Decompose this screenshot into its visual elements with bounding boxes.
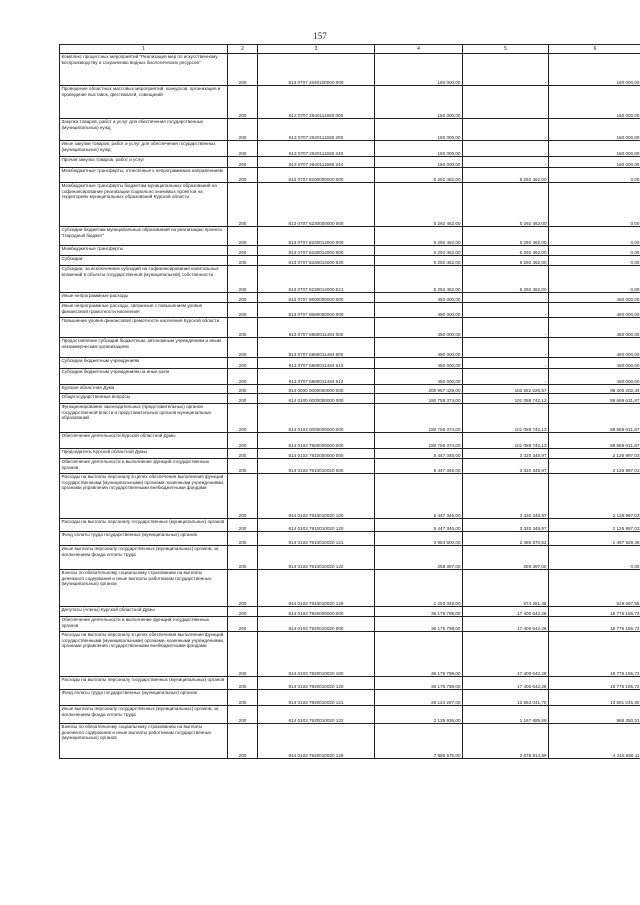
row-approved-amount: 5 292 462,00 [375, 183, 463, 227]
row-name: Расходы на выплаты персоналу в целях обеспечения выполнения функций государственными (муниципальными) органами, казенными учреждениями, органами управления государственными внебюджетными фондами [60, 632, 228, 677]
row-budget-code: 813 0707 8600000000 000 [258, 293, 375, 303]
row-name: Депутаты (члены) Курской областной Думы [60, 607, 228, 617]
row-executed-amount: 17 400 642,28 [463, 632, 549, 677]
table-row [60, 404, 640, 433]
row-admin-code: 200 [228, 157, 258, 168]
row-remaining-amount: 450 000,00 [549, 358, 640, 369]
row-remaining-amount: 1 497 929,48 [549, 532, 640, 546]
row-approved-amount: 1 203 349,00 [375, 570, 463, 607]
table-row [60, 318, 640, 338]
row-admin-code: 200 [228, 369, 258, 385]
row-executed-amount: 5 292 462,00 [463, 227, 549, 246]
row-executed-amount: 102 552 226,57 [463, 385, 549, 394]
row-approved-amount: 160 000,00 [375, 141, 463, 157]
row-admin-code: 200 [228, 607, 258, 617]
row-admin-code: 200 [228, 570, 258, 607]
row-admin-code: 200 [228, 246, 258, 256]
row-budget-code: 814 0103 7920010020 121 [258, 690, 375, 706]
table-row [60, 256, 640, 266]
column-number: 5 [463, 45, 549, 54]
row-approved-amount: 160 000,00 [375, 86, 463, 119]
row-remaining-amount: 89 669 631,87 [549, 433, 640, 449]
row-name: Прочая закупка товаров, работ и услуг [60, 157, 228, 168]
row-name: Расходы на выплаты персоналу государственных (муниципальных) органов [60, 519, 228, 532]
table-row [60, 157, 640, 168]
row-admin-code: 200 [228, 385, 258, 394]
table-row [60, 394, 640, 404]
row-approved-amount: 5 447 346,00 [375, 459, 463, 474]
row-budget-code: 814 0100 0000000000 000 [258, 394, 375, 404]
row-approved-amount: 36 175 798,00 [375, 632, 463, 677]
row-name: Субсидии бюджетным учреждениям на иные цели [60, 369, 228, 385]
row-admin-code: 200 [228, 54, 258, 86]
row-admin-code: 200 [228, 338, 258, 358]
row-admin-code: 200 [228, 519, 258, 532]
row-approved-amount: 5 292 462,00 [375, 246, 463, 256]
table-row [60, 385, 640, 394]
table-row [60, 227, 640, 246]
table-row [60, 724, 640, 759]
row-admin-code: 200 [228, 318, 258, 338]
row-approved-amount: 36 175 798,00 [375, 677, 463, 690]
row-approved-amount: 5 447 346,00 [375, 449, 463, 459]
table-row [60, 706, 640, 724]
row-budget-code: 814 0103 7920010020 100 [258, 632, 375, 677]
row-remaining-amount: 160 000,00 [549, 141, 640, 157]
table-row [60, 266, 640, 293]
row-name: Общегосударственные вопросы [60, 394, 228, 404]
row-executed-amount: 17 400 642,28 [463, 607, 549, 617]
table-row [60, 459, 640, 474]
table-row [60, 54, 640, 86]
row-remaining-amount: 0,00 [549, 266, 640, 293]
row-name: Председатель Курской областной Думы [60, 449, 228, 459]
row-executed-amount: 5 292 462,00 [463, 266, 549, 293]
table-row [60, 433, 640, 449]
row-remaining-amount: 4 215 660,11 [549, 724, 640, 759]
row-approved-amount: 200 957 429,00 [375, 385, 463, 394]
row-name: Проведение областных массовых мероприятий, конкурсов, организация и проведение выставок, фестивалей, совещаний [60, 86, 228, 119]
row-admin-code: 200 [228, 227, 258, 246]
row-approved-amount: 5 292 462,00 [375, 256, 463, 266]
row-approved-amount: 190 758 374,00 [375, 404, 463, 433]
row-remaining-amount: 89 669 631,87 [549, 404, 640, 433]
row-approved-amount: 450 000,00 [375, 338, 463, 358]
row-budget-code: 814 0103 7910010020 121 [258, 532, 375, 546]
table-row [60, 607, 640, 617]
row-approved-amount: 7 895 575,00 [375, 724, 463, 759]
table-row [60, 690, 640, 706]
row-budget-code: 814 0103 7920010020 000 [258, 617, 375, 632]
row-name: Межбюджетные трансферты бюджетам муниципальных образований на софинансирование реализации социально значимых проектов на территориях муниципальных образований Курской области [60, 183, 228, 227]
row-budget-code: 813 0707 8230014000 520 [258, 256, 375, 266]
row-budget-code: 814 0103 7920010020 120 [258, 677, 375, 690]
row-budget-code: 813 0707 8200000000 000 [258, 168, 375, 183]
row-executed-amount: 17 400 642,28 [463, 677, 549, 690]
row-name: Курская областная Дума [60, 385, 228, 394]
row-budget-code: 814 0103 7910010020 129 [258, 570, 375, 607]
row-budget-code: 813 0707 8680011494 612 [258, 369, 375, 385]
row-name: Обеспечение деятельности и выполнение функций государственных органов [60, 617, 228, 632]
row-executed-amount: 101 088 742,13 [463, 394, 549, 404]
table-row [60, 449, 640, 459]
row-name: Обеспечение деятельности и выполнение функций государственных органов [60, 459, 228, 474]
row-admin-code: 200 [228, 706, 258, 724]
row-admin-code: 200 [228, 168, 258, 183]
row-name: Субсидии, за исключением субсидий на софинансирование капитальных вложений в объекты государственной (муниципальной) собственности [60, 266, 228, 293]
row-approved-amount: 450 000,00 [375, 293, 463, 303]
table-row [60, 632, 640, 677]
row-remaining-amount: 0,00 [549, 168, 640, 183]
row-name: Субсидии бюджетам муниципальных образований на реализацию проекта "Народный бюджет" [60, 227, 228, 246]
row-budget-code: 814 0103 7910010020 000 [258, 459, 375, 474]
row-executed-amount: - [463, 318, 549, 338]
row-remaining-amount: 160 000,00 [549, 86, 640, 119]
row-admin-code: 200 [228, 449, 258, 459]
row-name: Расходы на выплаты персоналу государственных (муниципальных) органов [60, 677, 228, 690]
row-remaining-amount: 2 126 997,03 [549, 459, 640, 474]
row-approved-amount: 5 447 346,00 [375, 474, 463, 519]
row-admin-code: 200 [228, 358, 258, 369]
row-executed-amount: - [463, 293, 549, 303]
row-remaining-amount: 18 775 155,72 [549, 607, 640, 617]
row-name: Взносы по обязательному социальному страхованию на выплаты денежного содержания и иные выплаты работникам государственных (муниципальных) органов [60, 570, 228, 607]
row-name: Взносы по обязательному социальному страхованию на выплаты денежного содержания и иные выплаты работникам государственных (муниципальных) органов [60, 724, 228, 759]
row-approved-amount: 160 000,00 [375, 119, 463, 141]
table-row [60, 293, 640, 303]
row-executed-amount: - [463, 141, 549, 157]
row-remaining-amount: 450 000,00 [549, 338, 640, 358]
table-row [60, 532, 640, 546]
row-approved-amount: 450 000,00 [375, 303, 463, 318]
row-name: Межбюджетные трансферты, отнесенные к непрограммным направлениям [60, 168, 228, 183]
row-budget-code: 814 0103 7920000000 000 [258, 607, 375, 617]
row-executed-amount: - [463, 358, 549, 369]
row-admin-code: 200 [228, 394, 258, 404]
row-remaining-amount: 0,00 [549, 227, 640, 246]
row-approved-amount: 160 000,00 [375, 54, 463, 86]
row-name: Иные закупки товаров, работ и услуг для обеспечения государственных (муниципальных) нужд [60, 141, 228, 157]
row-remaining-amount: 450 000,00 [549, 293, 640, 303]
row-remaining-amount: 629 067,55 [549, 570, 640, 607]
row-name: Иные непрограммные расходы [60, 293, 228, 303]
row-executed-amount: 101 088 742,13 [463, 404, 549, 433]
row-executed-amount: 3 679 914,89 [463, 724, 549, 759]
row-executed-amount: 5 292 462,00 [463, 168, 549, 183]
row-remaining-amount: 0,00 [549, 256, 640, 266]
row-executed-amount: - [463, 157, 549, 168]
row-executed-amount: - [463, 86, 549, 119]
row-name: Повышение уровня финансовой грамотности населения Курской области [60, 318, 228, 338]
row-executed-amount: 17 400 642,28 [463, 617, 549, 632]
table-row [60, 86, 640, 119]
row-approved-amount: 3 984 600,00 [375, 532, 463, 546]
row-budget-code: 814 0000 0000000000 000 [258, 385, 375, 394]
row-name: Межбюджетные трансферты [60, 246, 228, 256]
column-number-row [60, 45, 640, 54]
row-remaining-amount: 2 126 997,03 [549, 474, 640, 519]
row-remaining-amount: 89 669 631,87 [549, 394, 640, 404]
row-name: Иные выплаты персоналу государственных (муниципальных) органов, за исключением фонда оплаты труда [60, 706, 228, 724]
row-name: Функционирование законодательных (представительных) органов государственной власти и представительных органов муниципальных образований [60, 404, 228, 433]
row-budget-code: 814 0103 7900000000 000 [258, 433, 375, 449]
table-row [60, 141, 640, 157]
row-approved-amount: 2 135 936,00 [375, 706, 463, 724]
row-name: Обеспечение деятельности Курской областной Думы [60, 433, 228, 449]
row-approved-amount: 26 144 287,00 [375, 690, 463, 706]
row-remaining-amount: 0,00 [549, 246, 640, 256]
table-row [60, 474, 640, 519]
row-executed-amount: 3 320 348,97 [463, 519, 549, 532]
row-approved-amount: 5 292 462,00 [375, 266, 463, 293]
row-budget-code: 814 0103 7910010020 100 [258, 474, 375, 519]
column-number: 6 [549, 45, 640, 54]
column-number: 4 [375, 45, 463, 54]
row-remaining-amount: 18 775 155,72 [549, 632, 640, 677]
row-admin-code: 200 [228, 690, 258, 706]
row-budget-code: 813 0707 8230014000 500 [258, 246, 375, 256]
row-budget-code: 814 0103 7920010020 129 [258, 724, 375, 759]
page-number: 157 [313, 31, 327, 41]
row-remaining-amount: 18 775 155,72 [549, 617, 640, 632]
row-admin-code: 200 [228, 677, 258, 690]
column-number: 2 [228, 45, 258, 54]
row-approved-amount: 36 175 798,00 [375, 617, 463, 632]
row-approved-amount: 259 397,00 [375, 546, 463, 570]
row-name: Субсидии бюджетным учреждениям [60, 358, 228, 369]
row-budget-code: 813 0707 8680011494 610 [258, 358, 375, 369]
row-executed-amount: 5 292 462,00 [463, 256, 549, 266]
row-admin-code: 200 [228, 256, 258, 266]
row-admin-code: 200 [228, 632, 258, 677]
row-admin-code: 200 [228, 293, 258, 303]
row-budget-code: 813 0707 8230000000 000 [258, 183, 375, 227]
row-executed-amount: - [463, 303, 549, 318]
row-remaining-amount: 2 126 997,03 [549, 449, 640, 459]
row-admin-code: 200 [228, 474, 258, 519]
row-budget-code: 813 0707 8230014000 000 [258, 227, 375, 246]
row-remaining-amount: 2 126 997,03 [549, 519, 640, 532]
budget-table [59, 44, 640, 759]
row-executed-amount: 574 281,45 [463, 570, 549, 607]
table-row [60, 303, 640, 318]
row-admin-code: 200 [228, 617, 258, 632]
row-budget-code: 814 0103 7920010020 122 [258, 706, 375, 724]
table-row [60, 338, 640, 358]
row-budget-code: 814 0103 7910000000 000 [258, 449, 375, 459]
row-executed-amount: - [463, 369, 549, 385]
row-admin-code: 200 [228, 141, 258, 157]
row-approved-amount: 190 758 374,00 [375, 394, 463, 404]
row-admin-code: 200 [228, 532, 258, 546]
row-executed-amount: 1 167 685,69 [463, 706, 549, 724]
table-row [60, 519, 640, 532]
row-remaining-amount: 160 000,00 [549, 54, 640, 86]
row-admin-code: 200 [228, 266, 258, 293]
table-row [60, 168, 640, 183]
table-row [60, 546, 640, 570]
row-approved-amount: 450 000,00 [375, 369, 463, 385]
row-admin-code: 200 [228, 433, 258, 449]
row-remaining-amount: 18 775 155,72 [549, 677, 640, 690]
row-remaining-amount: 13 591 245,30 [549, 690, 640, 706]
row-approved-amount: 36 175 798,00 [375, 607, 463, 617]
row-budget-code: 813 0707 2640100000 000 [258, 54, 375, 86]
row-admin-code: 200 [228, 546, 258, 570]
row-approved-amount: 450 000,00 [375, 318, 463, 338]
row-budget-code: 813 0707 8680011494 600 [258, 338, 375, 358]
row-admin-code: 200 [228, 404, 258, 433]
row-executed-amount: 5 292 462,00 [463, 246, 549, 256]
row-executed-amount: 12 553 041,70 [463, 690, 549, 706]
row-approved-amount: 160 000,00 [375, 157, 463, 168]
row-remaining-amount: 160 000,00 [549, 157, 640, 168]
row-name: Расходы на выплаты персоналу в целях обеспечения выполнения функций государственными (муниципальными) органами, казенными учреждениями, органами управления государственными внебюджетными фондами [60, 474, 228, 519]
row-name: Предоставление субсидий бюджетным, автономным учреждениям и иным некоммерческим организациям [60, 338, 228, 358]
column-number: 1 [60, 45, 228, 54]
row-admin-code: 200 [228, 86, 258, 119]
row-approved-amount: 5 292 462,00 [375, 227, 463, 246]
table-row [60, 246, 640, 256]
row-admin-code: 200 [228, 119, 258, 141]
row-budget-code: 813 0707 8230014000 521 [258, 266, 375, 293]
row-budget-code: 814 0103 0000000000 000 [258, 404, 375, 433]
column-number: 3 [258, 45, 375, 54]
row-approved-amount: 5 447 346,00 [375, 519, 463, 532]
row-remaining-amount: 450 000,00 [549, 303, 640, 318]
table-row [60, 369, 640, 385]
row-name: Фонд оплаты труда государственных (муниципальных) органов [60, 532, 228, 546]
row-remaining-amount: 450 000,00 [549, 369, 640, 385]
row-executed-amount: - [463, 338, 549, 358]
row-budget-code: 813 0707 2640111660 244 [258, 157, 375, 168]
table-row [60, 119, 640, 141]
row-admin-code: 200 [228, 724, 258, 759]
row-executed-amount: - [463, 54, 549, 86]
row-executed-amount: 3 320 348,97 [463, 459, 549, 474]
row-remaining-amount: 160 000,00 [549, 119, 640, 141]
table-row [60, 358, 640, 369]
row-remaining-amount: 450 000,00 [549, 318, 640, 338]
row-executed-amount: 5 292 462,00 [463, 183, 549, 227]
row-approved-amount: 5 292 462,00 [375, 168, 463, 183]
table-row [60, 617, 640, 632]
table-row [60, 677, 640, 690]
row-executed-amount: - [463, 119, 549, 141]
row-executed-amount: 2 486 670,52 [463, 532, 549, 546]
row-executed-amount: 259 397,00 [463, 546, 549, 570]
row-budget-code: 813 0707 8680011494 000 [258, 318, 375, 338]
row-budget-code: 814 0103 7910010020 120 [258, 519, 375, 532]
row-remaining-amount: 968 250,31 [549, 706, 640, 724]
row-name: Комплекс процессных мероприятий "Реализация мер по искусственному воспроизводству и сохранению водных биологических ресурсов" [60, 54, 228, 86]
row-name: Иные выплаты персоналу государственных (муниципальных) органов, за исключением фонда оплаты труда [60, 546, 228, 570]
row-approved-amount: 450 000,00 [375, 358, 463, 369]
row-approved-amount: 190 758 374,00 [375, 433, 463, 449]
row-remaining-amount: 0,00 [549, 546, 640, 570]
table-row [60, 183, 640, 227]
row-remaining-amount: 98 405 202,43 [549, 385, 640, 394]
row-executed-amount: 3 320 348,97 [463, 449, 549, 459]
row-admin-code: 200 [228, 459, 258, 474]
row-budget-code: 813 0707 2640111660 240 [258, 141, 375, 157]
row-budget-code: 813 0707 2640111660 000 [258, 86, 375, 119]
row-name: Субсидии [60, 256, 228, 266]
row-budget-code: 814 0103 7910010020 122 [258, 546, 375, 570]
table-body [60, 54, 640, 759]
row-name: Иные непрограммные расходы, связанные с повышением уровня финансовой грамотности населения [60, 303, 228, 318]
row-executed-amount: 101 088 742,13 [463, 433, 549, 449]
row-admin-code: 200 [228, 183, 258, 227]
row-budget-code: 813 0707 2640111660 200 [258, 119, 375, 141]
row-name: Закупка товаров, работ и услуг для обеспечения государственных (муниципальных) нужд [60, 119, 228, 141]
row-executed-amount: 3 320 348,97 [463, 474, 549, 519]
row-remaining-amount: 0,00 [549, 183, 640, 227]
row-name: Фонд оплаты труда государственных (муниципальных) органов [60, 690, 228, 706]
table-row [60, 570, 640, 607]
row-admin-code: 200 [228, 303, 258, 318]
row-budget-code: 813 0707 8680000000 000 [258, 303, 375, 318]
